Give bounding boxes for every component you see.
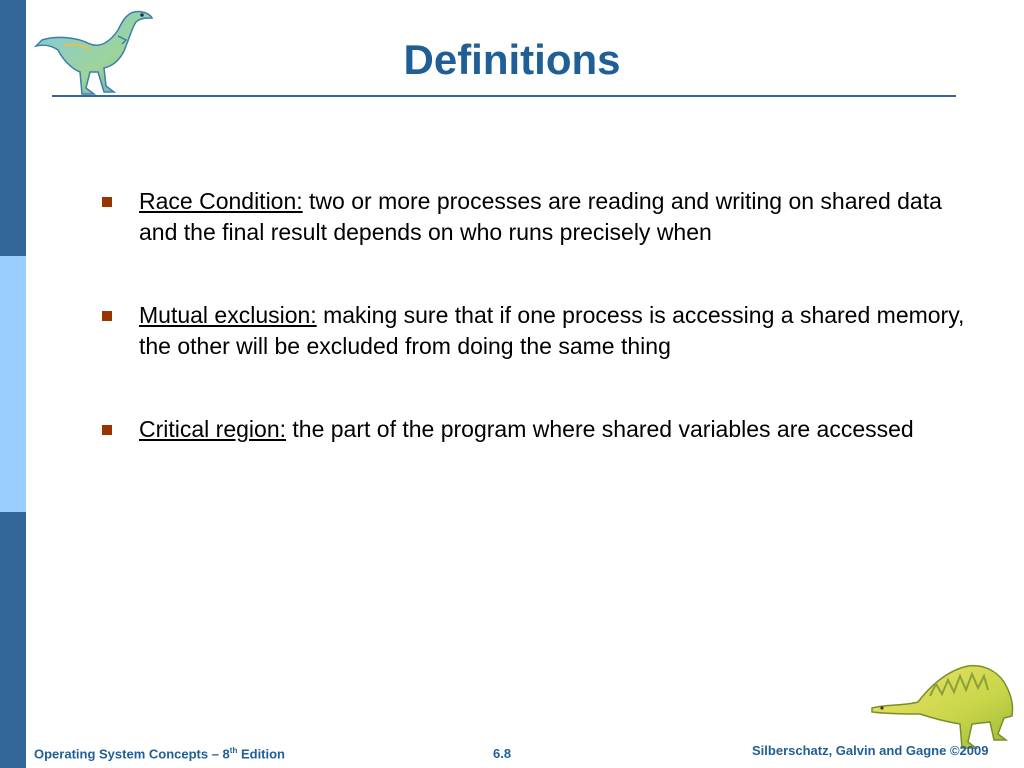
title-divider <box>52 95 956 97</box>
footer-book-title <box>34 746 285 761</box>
accent-bar-bottom <box>0 512 26 768</box>
definition-text: two or more processes are reading and writing on shared data and the final result depends on who runs precisely when <box>139 188 942 245</box>
accent-bar-middle <box>0 256 26 512</box>
left-accent-bar <box>0 0 26 768</box>
footer-book-prefix: Operating System Concepts – 8 <box>34 746 230 762</box>
footer-copyright: Silberschatz, Galvin and Gagne ©2009 <box>752 743 989 758</box>
definition-text: the part of the program where shared variables are accessed <box>286 416 914 442</box>
page-number: 6.8 <box>493 746 512 761</box>
footer-book-superscript: th <box>229 746 238 755</box>
square-bullet-icon <box>102 425 112 435</box>
definition-term: Mutual exclusion: <box>139 302 317 328</box>
slide-title: Definitions <box>403 36 621 83</box>
square-bullet-icon <box>102 197 112 207</box>
list-item <box>100 414 980 445</box>
definition-text: making sure that if one process is accessing a shared memory, the other will be excluded from doing the same thing <box>139 302 965 359</box>
list-item <box>100 300 980 362</box>
square-bullet-icon <box>102 311 112 321</box>
definition-list <box>100 186 980 497</box>
footer-book-suffix: Edition <box>237 746 286 762</box>
definition-term: Race Condition: <box>139 188 303 214</box>
dinosaur-footer-icon <box>868 656 1018 756</box>
list-item <box>100 186 980 248</box>
definition-term: Critical region: <box>139 416 286 442</box>
